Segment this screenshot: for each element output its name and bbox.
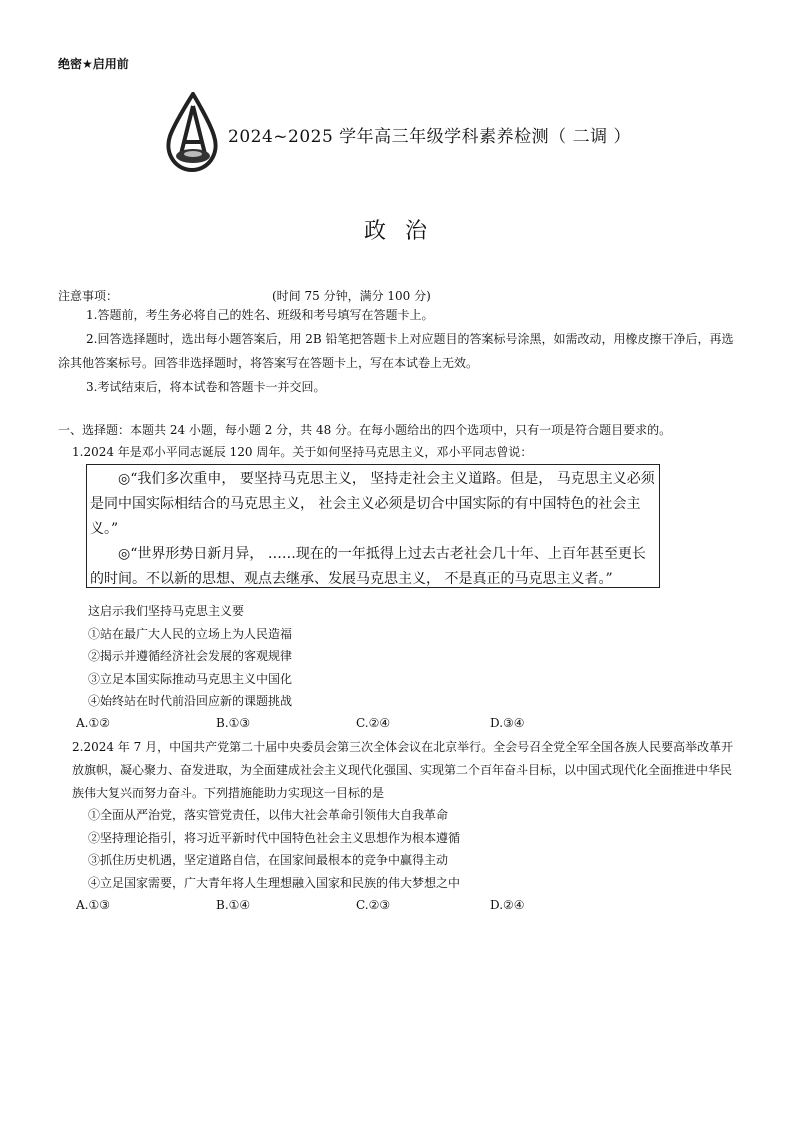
choice-a[interactable]: A.①③ bbox=[76, 898, 110, 912]
option-item: ①全面从严治党，落实管党责任，以伟大社会革命引领伟大自我革命 bbox=[88, 808, 449, 822]
notes-heading: 注意事项： bbox=[58, 289, 119, 303]
option-item: ④始终站在时代前沿回应新的课题挑战 bbox=[88, 694, 293, 708]
note-item: 3.考试结束后，将本试卷和答题卡一并交回。 bbox=[86, 380, 326, 394]
choice-c[interactable]: C.②③ bbox=[356, 898, 391, 912]
option-item: ③立足本国实际推动马克思主义中国化 bbox=[88, 671, 293, 686]
school-emblem-icon bbox=[166, 92, 218, 172]
option-item: ③抓住历史机遇，坚定道路自信，在国家间最根本的竞争中赢得主动 bbox=[88, 853, 449, 867]
quote-paragraph: ◎“世界形势日新月异， ……现在的一年抵得上过去古老社会几十年、上百年甚至更长的时间。不以新的思想、观点去继承、发展马克思主义， 不是真正的马克思主义者。” bbox=[90, 546, 646, 587]
question-2-options bbox=[88, 804, 460, 894]
choice-b[interactable]: B.①④ bbox=[216, 898, 251, 912]
choice-d[interactable]: D.②④ bbox=[490, 898, 525, 912]
note-item: 2.回答选择题时，选出每小题答案后，用 2B 铅笔把答题卡上对应题目的答案标号涂黑，如需改动，用橡皮擦干净后，再选涂其他答案标号。回答非选择题时，将答案写在答题卡上，写在本试卷上无效。 bbox=[58, 332, 734, 370]
option-item: ④立足国家需要，广大青年将人生理想融入国家和民族的伟大梦想之中 bbox=[88, 875, 461, 890]
quote-paragraph: ◎“我们多次重申， 要坚持马克思主义， 坚持走社会主义道路。但是， 马克思主义必须是同中国实际相结合的马克思主义， 社会主义必须是切合中国实际的有中国特色的社会主义。” bbox=[90, 471, 655, 537]
note-item: 1.答题前，考生务必将自己的姓名、班级和考号填写在答题卡上。 bbox=[86, 308, 434, 322]
subject-title: 政 治 bbox=[364, 219, 433, 244]
question-1-stem: 1.2024 年是邓小平同志诞辰 120 周年。关于如何坚持马克思主义，邓小平同志曾说： bbox=[72, 445, 533, 459]
quote-box bbox=[86, 464, 660, 588]
section-heading: 一、选择题：本题共 24 小题，每小题 2 分，共 48 分。在每小题给出的四个选项中，只有一项是符合题目要求的。 bbox=[58, 423, 672, 437]
option-item: ①站在最广大人民的立场上为人民造福 bbox=[88, 626, 293, 641]
question-2-stem bbox=[72, 736, 742, 805]
choice-c[interactable]: C.②④ bbox=[356, 716, 391, 730]
choice-b[interactable]: B.①③ bbox=[216, 716, 251, 730]
time-info: (时间 75 分钟，满分 100 分) bbox=[272, 289, 431, 303]
exam-title: 2024~2025 学年高三年级学科素养检测（ 二调 ） bbox=[228, 127, 631, 147]
notes-list bbox=[58, 303, 738, 399]
question-1-choices bbox=[76, 716, 636, 736]
question-1-options bbox=[88, 600, 292, 713]
question-2-choices bbox=[76, 898, 636, 918]
option-item: ②揭示并遵循经济社会发展的客观规律 bbox=[88, 649, 293, 663]
choice-d[interactable]: D.③④ bbox=[490, 716, 525, 730]
option-item: ②坚持理论指引，将习近平新时代中国特色社会主义思想作为根本遵循 bbox=[88, 830, 461, 845]
choice-a[interactable]: A.①② bbox=[76, 716, 110, 730]
question-prompt: 这启示我们坚持马克思主义要 bbox=[88, 604, 245, 618]
question-2-text: 2.2024 年 7 月，中国共产党第二十届中央委员会第三次全体会议在北京举行。全会号召全党全军全国各族人民要高举改革开放旗帜，凝心聚力、奋发进取，为全面建成社会主义现代化强国、实现第二个百年奋斗目标，以中国式现代化全面推进中华民族伟大复兴而努力奋斗。下列措施能助力实现这一目标的是 bbox=[72, 740, 734, 800]
secret-mark: 绝密★启用前 bbox=[58, 57, 129, 71]
